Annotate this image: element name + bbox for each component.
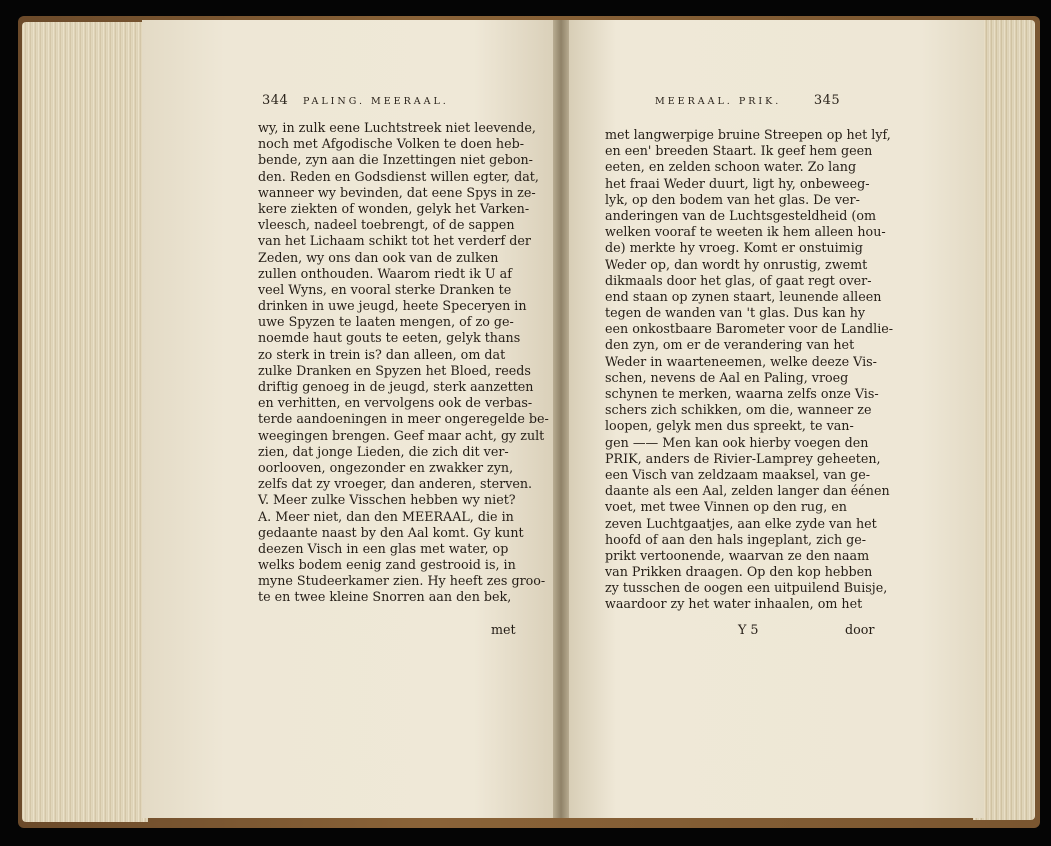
text-line: gen —— Men kan ook hierby voegen den (605, 434, 869, 450)
text-line: voet, met twee Vinnen op den rug, en (605, 499, 847, 515)
text-line: anderingen van de Luchtsgesteldheid (om (605, 207, 877, 223)
text-line: een onkostbaare Barometer voor de Landlie- (605, 321, 894, 337)
right-page-number: 345 (813, 93, 841, 108)
text-line: eeten, en zelden schoon water. Zo lang (605, 159, 857, 175)
left-page-number: 344 (262, 93, 289, 108)
text-line: PRIK, anders de Rivier-Lamprey geheeten, (605, 450, 881, 466)
text-line: zelfs dat zy vroeger, dan anderen, sterven. (258, 476, 533, 492)
text-line: zullen onthouden. Waarom riedt ik U af (258, 265, 512, 281)
text-line: V. Meer zulke Visschen hebben wy niet? (258, 492, 516, 508)
text-line: zeven Luchtgaatjes, aan elke zyde van het (605, 515, 877, 531)
text-line: en verhitten, en vervolgens ook de verbas- (258, 395, 533, 411)
text-line: zy tusschen de oogen een uitpuilend Buisje, (605, 580, 888, 596)
text-line: weegingen brengen. Geef maar acht, gy zult (258, 427, 545, 443)
text-line: kere ziekten of wonden, gelyk het Varken- (258, 200, 530, 216)
right-running-head: MEERAAL. PRIK. (655, 96, 782, 107)
text-line: wy, in zulk eene Luchtstreek niet leevende, (258, 120, 536, 135)
text-line: van Prikken draagen. Op den kop hebben (605, 564, 873, 580)
text-line: welken vooraf te weeten ik hem alleen hou- (605, 224, 886, 240)
text-line: Zeden, wy ons dan ook van de zulken (258, 249, 499, 265)
text-line: zo sterk in trein is? dan alleen, om dat (258, 346, 506, 362)
text-line: bende, zyn aan die Inzettingen niet gebon- (258, 152, 533, 168)
text-line: drinken in uwe jeugd, heete Speceryen in (258, 298, 527, 314)
text-line: oorlooven, ongezonder en zwakker zyn, (258, 459, 514, 475)
text-line: de) merkte hy vroeg. Komt er onstuimig (605, 240, 863, 256)
text-line: schynen te merken, waarna zelfs onze Vis- (605, 386, 879, 401)
text-line: terde aandoeningen in meer ongeregelde be- (258, 411, 549, 427)
book-gutter (553, 20, 569, 818)
text-line: te en twee kleine Snorren aan den bek, (258, 589, 512, 605)
text-line: myne Studeerkamer zien. Hy heeft zes groo- (258, 573, 546, 589)
text-line: en een' breeden Staart. Ik geef hem geen (605, 143, 873, 159)
text-line: Weder in waarteneemen, welke deeze Vis- (605, 353, 877, 369)
text-line: gedaante naast by den Aal komt. Gy kunt (258, 524, 524, 540)
text-line: een Visch van zeldzaam maaksel, van ge- (605, 466, 871, 482)
text-line: waardoor zy het water inhaalen, om het (605, 596, 863, 612)
text-line: noch met Afgodische Volken te doen heb- (258, 136, 524, 152)
text-line: welks bodem eenig zand gestrooid is, in (258, 557, 516, 573)
text-line: den zyn, om er de verandering van het (605, 337, 855, 353)
text-line: deezen Visch in een glas met water, op (258, 540, 509, 556)
text-line: loopen, gelyk men dus spreekt, te van- (605, 418, 854, 434)
text-line: zien, dat jonge Lieden, die zich dit ver- (258, 443, 509, 459)
text-line: lyk, op den bodem van het glas. De ver- (605, 191, 860, 207)
text-line: veel Wyns, en vooral sterke Dranken te (258, 281, 512, 297)
text-line: tegen de wanden van 't glas. Dus kan hy (605, 305, 866, 321)
text-line: met langwerpige bruine Streepen op het lyf, (605, 127, 891, 142)
right-signature: Y 5 (738, 622, 759, 637)
text-line: uwe Spyzen te laaten mengen, of zo ge- (258, 314, 514, 330)
right-catchword: door (845, 622, 875, 637)
text-line: A. Meer niet, dan den MEERAAL, die in (258, 508, 514, 524)
text-line: Weder op, dan wordt hy onrustig, zwemt (605, 256, 868, 272)
text-line: noemde haut gouts te eeten, gelyk thans (258, 330, 521, 346)
text-line: vleesch, nadeel toebrengt, of de sappen (258, 217, 515, 233)
text-line: den. Reden en Godsdienst willen egter, dat, (258, 168, 539, 184)
text-line: prikt vertoonende, waarvan ze den naam (605, 547, 870, 563)
text-line: schers zich schikken, om die, wanneer ze (605, 402, 872, 418)
text-line: end staan op zynen staart, leunende alleen (605, 288, 882, 304)
text-line: driftig genoeg in de jeugd, sterk aanzetten (258, 379, 534, 394)
text-line: zulke Dranken en Spyzen het Bloed, reeds (258, 362, 531, 378)
text-line: schen, nevens de Aal en Paling, vroeg (605, 369, 849, 385)
right-page-header (655, 93, 840, 108)
left-page-body (258, 120, 549, 606)
text-line: daante als een Aal, zelden langer dan éénen (605, 483, 890, 499)
text-line: dikmaals door het glas, of gaat regt over- (605, 272, 872, 288)
text-line: het fraai Weder duurt, ligt hy, onbeweeg- (605, 175, 870, 191)
text-line: wanneer wy bevinden, dat eene Spys in ze- (258, 184, 536, 200)
left-page-header (262, 93, 449, 108)
right-page-body (605, 127, 894, 613)
text-line: hoofd of aan den hals ingeplant, zich ge- (605, 531, 867, 547)
left-running-head: PALING. MEERAAL. (302, 96, 449, 107)
left-catchword: met (491, 622, 516, 637)
left-page-edges (22, 22, 148, 822)
text-line: van het Lichaam schikt tot het verderf der (258, 233, 531, 249)
